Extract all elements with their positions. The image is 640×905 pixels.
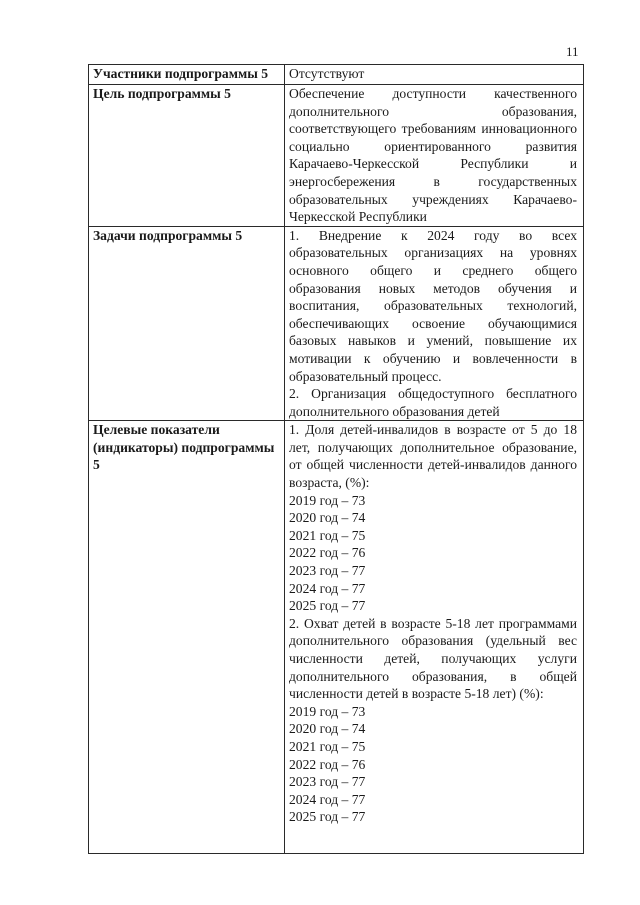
value-paragraph: 1. Внедрение к 2024 году во всех образовательных организациях на уровнях основного общего и среднего общего образования новых методов обучения и воспитания, образовательных технологий, обеспечивающих освоение обучающимися базовых навыков и умений, повышение их мотивации к обучению и вовлеченности в образовательный процесс. (289, 227, 577, 384)
value-paragraph: Отсутствуют (289, 66, 365, 81)
indicator-year-value: 2025 год – 77 (289, 809, 366, 825)
row-value (285, 421, 584, 854)
row-label: Цель подпрограммы 5 (89, 85, 285, 227)
indicator-year-value: 2021 год – 75 (289, 527, 366, 543)
row-value (285, 85, 584, 227)
value-paragraph: 2. Охват детей в возрасте 5-18 лет программами дополнительного образования (удельный вес численности детей, получающих услуги дополнительного образования, в общей численности детей в возрасте 5-18 лет) (%): (289, 615, 577, 702)
value-paragraph: 1. Доля детей-инвалидов в возрасте от 5 до 18 лет, получающих дополнительное образование, от общей численности детей-инвалидов данного возраста, (%): (289, 422, 577, 491)
indicator-year-value: 2024 год – 77 (289, 580, 366, 596)
indicator-year-value: 2020 год – 74 (289, 510, 366, 526)
indicator-year-value: 2021 год – 75 (289, 738, 366, 754)
table-row-tasks (89, 226, 584, 421)
row-value (285, 226, 584, 421)
value-paragraph: Обеспечение доступности качественного дополнительного образования, соответствующего требованиям инновационного социально ориентированного развития Карачаево-Черкесской Республики и энергосбережения в государственных образовательных учреждениях Карачаево-Черкесской Республики (289, 86, 577, 225)
row-value (285, 65, 584, 85)
row-label: Целевые показатели (индикаторы) подпрограммы 5 (89, 421, 285, 854)
indicator-year-value: 2023 год – 77 (289, 563, 366, 579)
indicator-year-value: 2019 год – 73 (289, 703, 366, 719)
indicator-year-value: 2022 год – 76 (289, 545, 366, 561)
indicator-year-value: 2020 год – 74 (289, 721, 366, 737)
table-row-indicators (89, 421, 584, 854)
table-row-goal (89, 85, 584, 227)
indicator-year-value: 2019 год – 73 (289, 492, 366, 508)
indicator-year-value: 2022 год – 76 (289, 756, 366, 772)
page-number: 11 (566, 44, 579, 59)
table-row-participants (89, 65, 584, 85)
indicator-year-value: 2023 год – 77 (289, 774, 366, 790)
subprogram-passport-table (88, 64, 584, 854)
indicator-year-value: 2025 год – 77 (289, 598, 366, 614)
row-label: Участники подпрограммы 5 (89, 65, 285, 85)
row-label: Задачи подпрограммы 5 (89, 226, 285, 421)
indicator-year-value: 2024 год – 77 (289, 791, 366, 807)
value-paragraph: 2. Организация общедоступного бесплатного дополнительного образования детей (289, 386, 577, 419)
